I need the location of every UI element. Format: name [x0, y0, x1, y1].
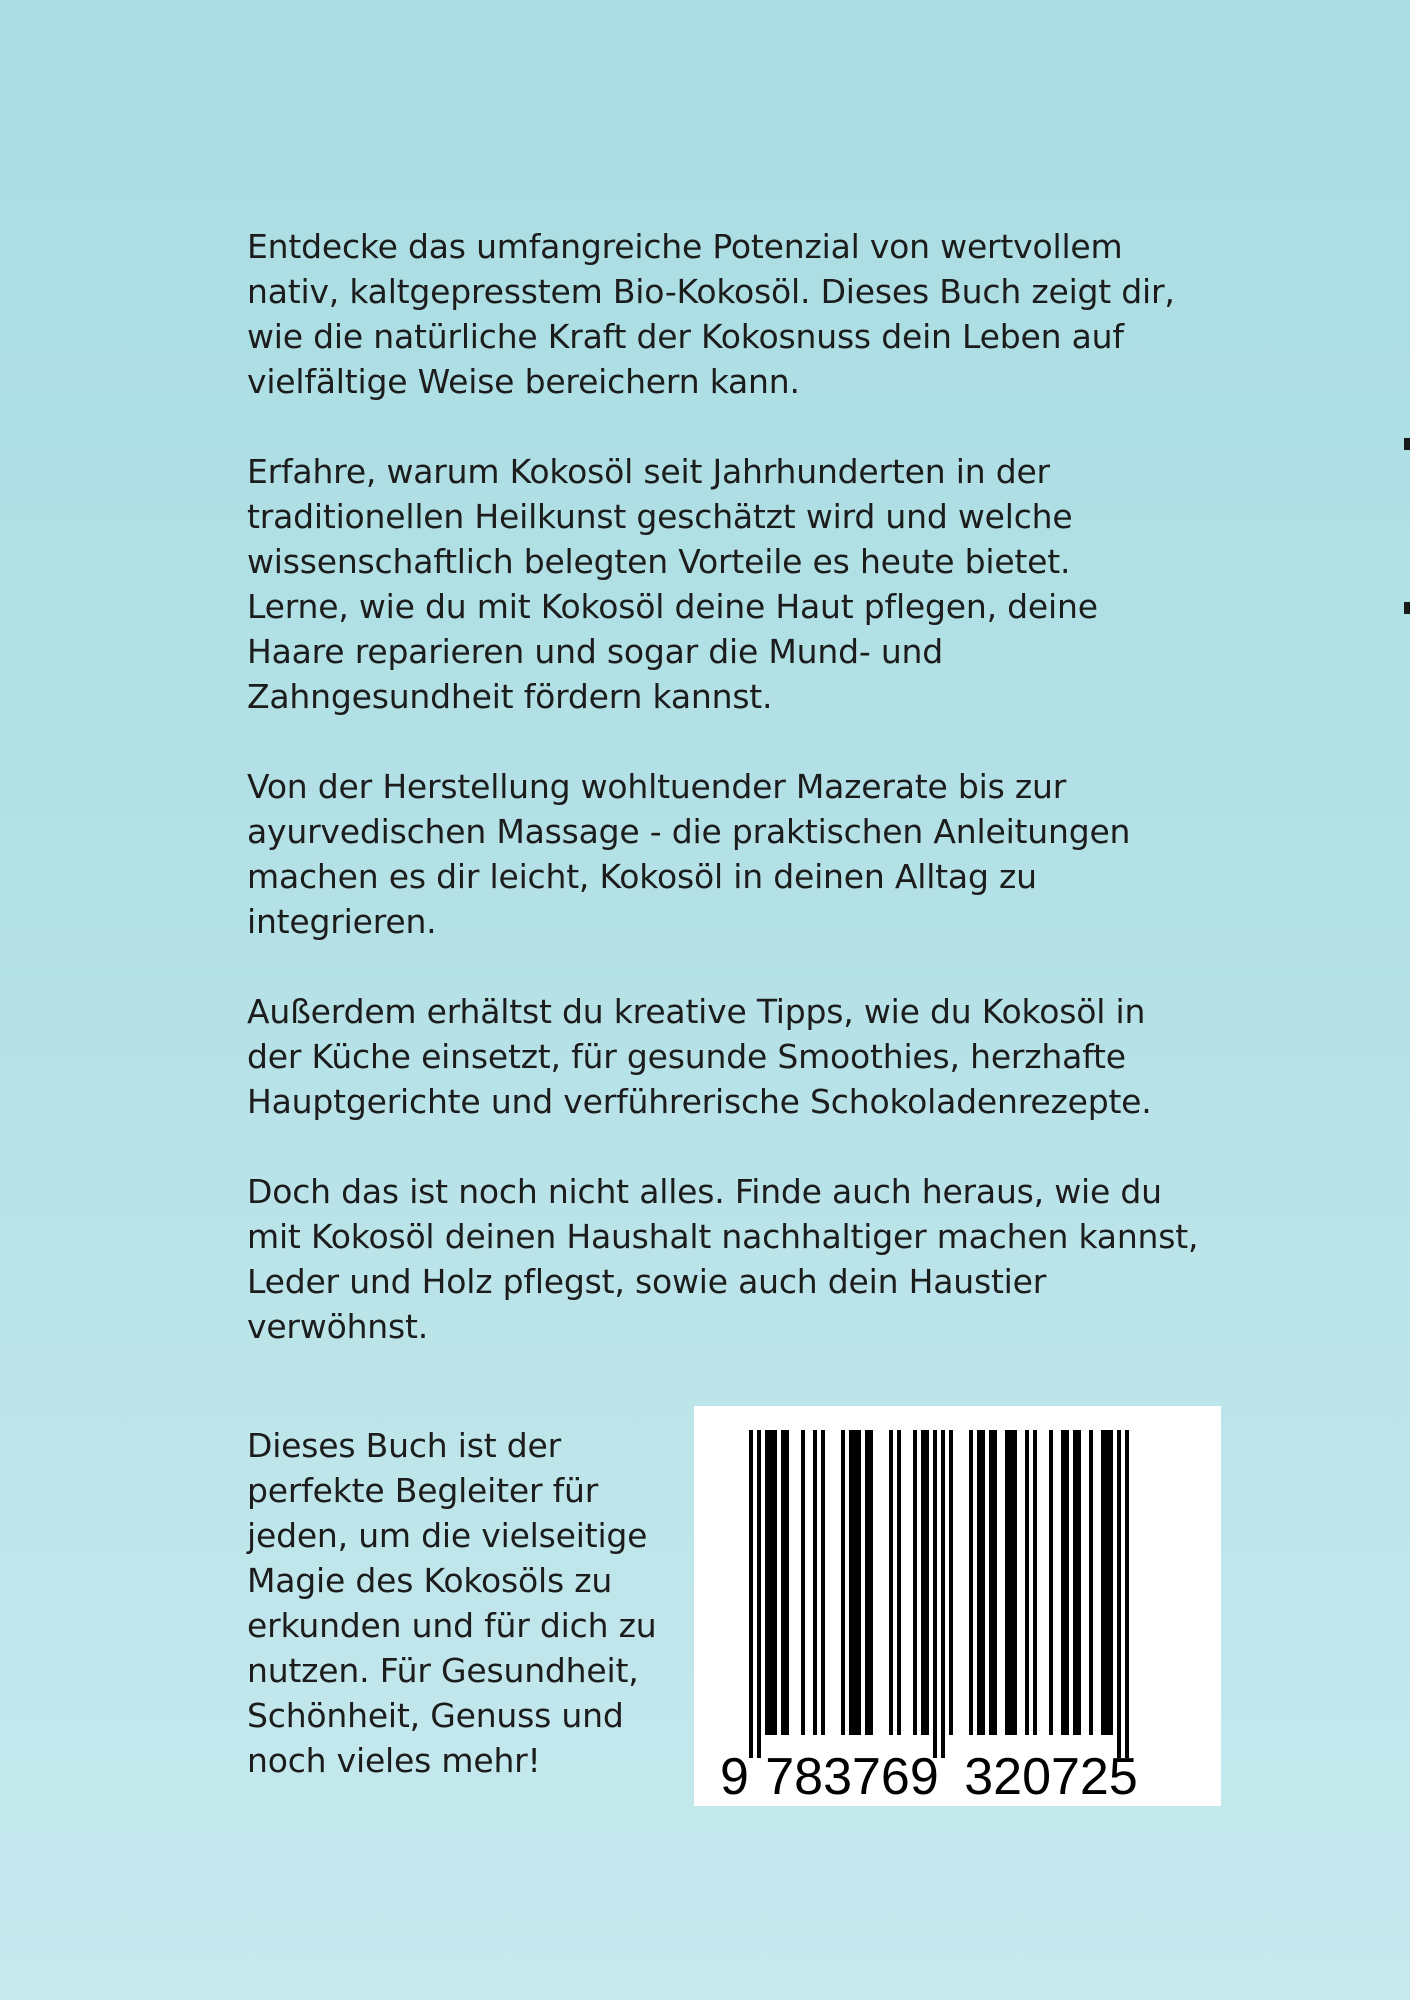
barcode-guard-bar: [933, 1430, 937, 1758]
barcode-left-digits: 783769: [765, 1748, 939, 1806]
paragraph-kitchen: Außerdem erhältst du kreative Tipps, wie du Kokosöl in der Küche einsetzt, für gesunde Smoothies, herzhafte Hauptgerichte und verführerische Schokoladenrezepte.: [247, 992, 1152, 1121]
barcode-bar: [869, 1430, 873, 1735]
barcode-bar: [1033, 1430, 1037, 1735]
barcode-bar: [1077, 1430, 1081, 1735]
paragraph-practice: Von der Herstellung wohltuender Mazerate bis zur ayurvedischen Massage - die praktischen Anleitungen machen es dir leicht, Kokosöl in deinen Alltag zu integrieren.: [247, 767, 1131, 941]
barcode-bar: [1065, 1430, 1069, 1735]
barcode-bar: [1005, 1430, 1009, 1735]
barcode-bar: [1109, 1430, 1113, 1735]
barcode-bar: [993, 1430, 997, 1735]
barcode-bar: [981, 1430, 985, 1735]
barcode-bar: [853, 1430, 857, 1735]
barcode-bar: [889, 1430, 893, 1735]
paragraph-tradition: Erfahre, warum Kokosöl seit Jahrhunderten in der traditionellen Heilkunst geschätzt wird und welche wissenschaftlich belegten Vorteile es heute bietet. Lerne, wie du mit Kokosöl deine Haut pflegen, deine Haare reparieren und sogar die Mund- und Zahngesundheit fördern kannst.: [247, 452, 1098, 716]
barcode-bar: [925, 1430, 929, 1735]
barcode-bar: [1061, 1430, 1065, 1735]
trim-mark: [1404, 438, 1410, 450]
trim-mark: [1404, 602, 1410, 614]
barcode-guard-bar: [1117, 1430, 1121, 1758]
barcode-guard-bar: [1125, 1430, 1129, 1758]
barcode-guard-bar: [757, 1430, 761, 1758]
barcode-bar: [1089, 1430, 1093, 1735]
barcode-bar: [921, 1430, 925, 1735]
barcode-bar: [1101, 1430, 1105, 1735]
barcode-bar: [801, 1430, 805, 1735]
barcode-bar: [849, 1430, 853, 1735]
barcode-bar: [1073, 1430, 1077, 1735]
paragraph-household: Doch das ist noch nicht alles. Finde auch heraus, wie du mit Kokosöl deinen Haushalt nachhaltiger machen kannst, Leder und Holz pflegst, sowie auch dein Haustier verwöhnst.: [247, 1172, 1199, 1346]
barcode-guard-bar: [941, 1430, 945, 1758]
barcode-lead-digit: 9: [720, 1748, 749, 1806]
barcode-graphic: [694, 1406, 1221, 1806]
barcode-bar: [769, 1430, 773, 1735]
barcode-bar: [1049, 1430, 1053, 1735]
paragraph-intro: Entdecke das umfangreiche Potenzial von wertvollem nativ, kaltgepresstem Bio-Kokosöl. Dieses Buch zeigt dir, wie die natürliche Kraft der Kokosnuss dein Leben auf vielfältige Weise bereichern kann.: [247, 227, 1175, 401]
barcode-right-digits: 320725: [964, 1748, 1138, 1806]
barcode-bar: [773, 1430, 777, 1735]
isbn-barcode: [694, 1406, 1221, 1806]
barcode-bar: [857, 1430, 861, 1735]
barcode-bars: [749, 1430, 1129, 1758]
barcode-bar: [813, 1430, 817, 1735]
barcode-bar: [841, 1430, 845, 1735]
barcode-bar: [949, 1430, 953, 1735]
barcode-bar: [1009, 1430, 1013, 1735]
barcode-bar: [865, 1430, 869, 1735]
barcode-bar: [989, 1430, 993, 1735]
barcode-bar: [1025, 1430, 1029, 1735]
barcode-bar: [821, 1430, 825, 1735]
barcode-bar: [977, 1430, 981, 1735]
barcode-bar: [897, 1430, 901, 1735]
barcode-bar: [969, 1430, 973, 1735]
blurb-text: [247, 224, 1247, 1394]
barcode-bar: [1105, 1430, 1109, 1735]
closing-paragraph: Dieses Buch ist der perfekte Begleiter für jeden, um die vielseitige Magie des Kokosöls zu erkunden und für dich zu nutzen. Für Gesundheit, Schönheit, Genuss und noch vieles mehr!: [247, 1426, 657, 1780]
barcode-bar: [785, 1430, 789, 1735]
barcode-bar: [765, 1430, 769, 1735]
barcode-bar: [913, 1430, 917, 1735]
barcode-bar: [781, 1430, 785, 1735]
barcode-guard-bar: [749, 1430, 753, 1758]
barcode-bar: [1013, 1430, 1017, 1735]
